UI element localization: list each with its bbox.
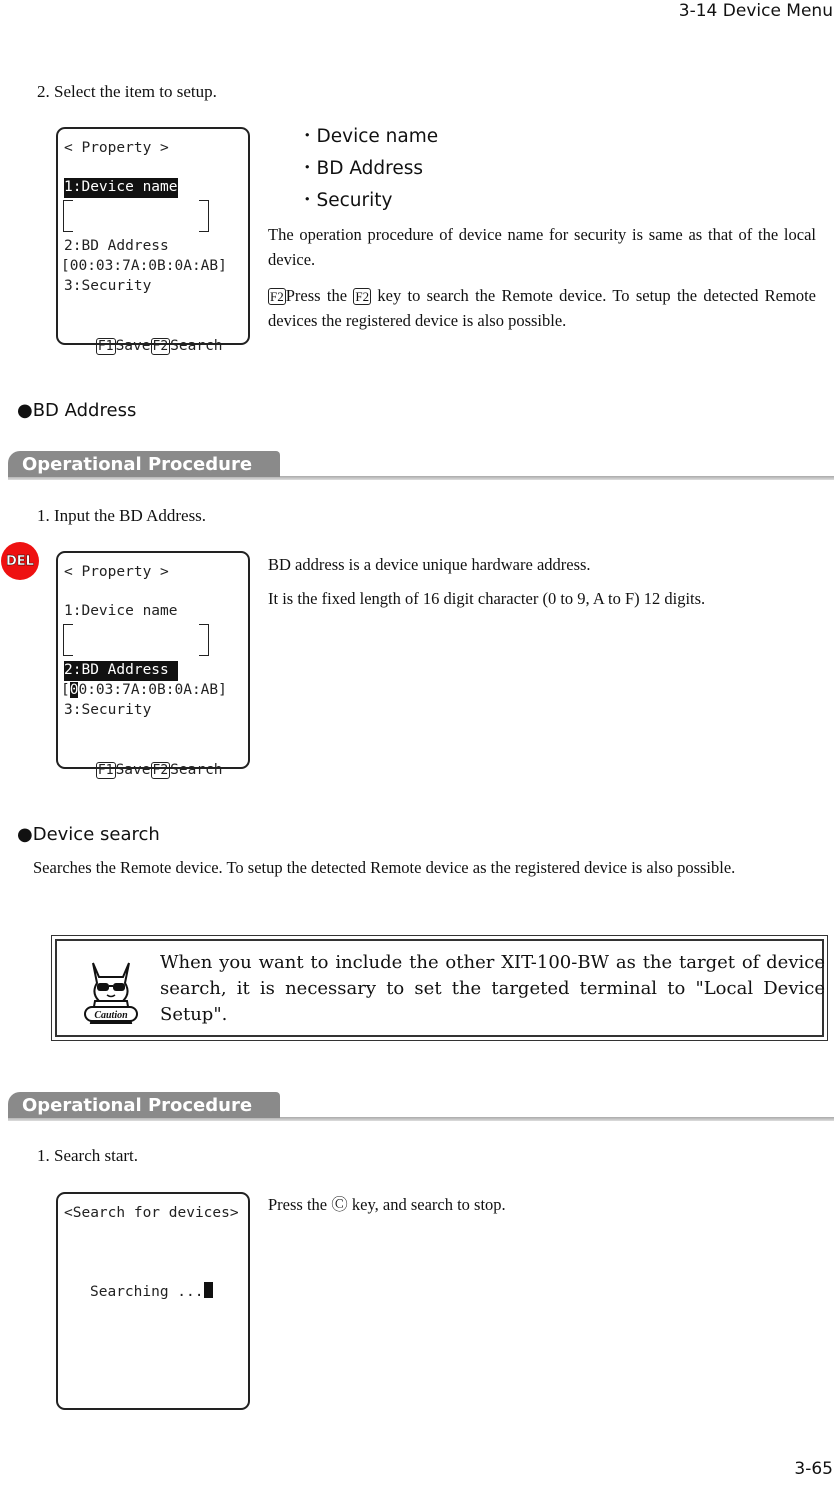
- function-key-bar: [61, 317, 223, 376]
- block-cursor: [204, 1282, 213, 1298]
- para-operation-procedure: The operation procedure of device name for security is same as that of the local device.: [268, 225, 816, 269]
- f2-key-icon[interactable]: F2: [152, 338, 169, 354]
- input-bracket-right: [199, 200, 209, 232]
- bd-address-value: [00:03:7A:0B:0A:AB]: [61, 258, 227, 274]
- screen-title: < Property >: [64, 564, 169, 580]
- para-f2-search: F2 Press the F2 key to search the Remote device. To setup the detected Remote devices the registered device is also possible.: [268, 286, 816, 330]
- c-key-icon: Ⓒ: [331, 1195, 348, 1214]
- f1-key-icon[interactable]: F1: [97, 762, 114, 778]
- save-label: Save: [115, 337, 151, 354]
- section-title-device-search: ●Device search: [17, 824, 160, 845]
- screen-title: <Search for devices>: [64, 1205, 239, 1221]
- operational-procedure-banner: [8, 451, 834, 481]
- search-stop-instruction: Press the Ⓒ key, and search to stop.: [268, 1195, 506, 1214]
- property-screen-1: [56, 127, 250, 354]
- operational-procedure-banner: [8, 1092, 834, 1122]
- list-item: ・Device name: [298, 126, 439, 147]
- device-search-description: Searches the Remote device. To setup the detected Remote device as the registered device is also possible.: [33, 858, 736, 877]
- bd-address-input[interactable]: [00:03:7A:0B:0A:AB]: [61, 682, 227, 698]
- menu-item-bd-address[interactable]: 2:BD Address: [64, 661, 178, 681]
- f1-key-icon[interactable]: F1: [97, 338, 114, 354]
- caution-text: When you want to include the other XIT-100-BW as the target of device search, it is necessary to set the targeted terminal to "Local Device Setup".: [160, 952, 825, 1025]
- input-bracket-left: [63, 624, 73, 656]
- text-cursor: 0: [69, 682, 79, 698]
- bd-address-description: BD address is a device unique hardware address.: [268, 555, 591, 574]
- f2-key-icon: F2: [270, 289, 284, 304]
- page-number: 3-65: [794, 1459, 833, 1479]
- menu-item-device-name[interactable]: 1:Device name: [64, 178, 178, 198]
- search-label: Search: [170, 337, 223, 354]
- menu-item-bd-address[interactable]: 2:BD Address: [64, 238, 169, 254]
- section-header: 3-14 Device Menu: [678, 1, 833, 21]
- search-screen: [56, 1192, 250, 1410]
- menu-item-device-name[interactable]: 1:Device name: [64, 603, 178, 619]
- property-screen-2: [56, 551, 250, 778]
- searching-status: Searching ...: [90, 1282, 213, 1303]
- item-list: [298, 121, 438, 217]
- f2-key-icon: F2: [355, 289, 370, 304]
- step-select-item: 2. Select the item to setup.: [37, 82, 217, 101]
- menu-item-security[interactable]: 3:Security: [64, 278, 152, 294]
- svg-text:Caution: Caution: [94, 1010, 128, 1021]
- step-input-bd-address: 1. Input the BD Address.: [37, 506, 207, 525]
- step-search-start: 1. Search start.: [37, 1146, 139, 1165]
- f2-key-icon[interactable]: F2: [152, 762, 169, 778]
- bd-address-format: It is the fixed length of 16 digit character (0 to 9, A to F) 12 digits.: [268, 589, 706, 608]
- section-title-bd-address: ●BD Address: [17, 400, 137, 421]
- del-key-icon: DEL: [1, 542, 39, 580]
- screen-title: < Property >: [64, 140, 169, 156]
- search-label: Search: [170, 761, 223, 778]
- banner-label: Operational Procedure: [8, 1092, 280, 1118]
- save-label: Save: [115, 761, 151, 778]
- function-key-bar: [61, 741, 223, 800]
- input-bracket-left: [63, 200, 73, 232]
- list-item: ・Security: [298, 190, 393, 211]
- banner-label: Operational Procedure: [8, 451, 280, 477]
- caution-mascot-icon: [79, 953, 143, 1027]
- caution-box: [51, 935, 828, 1041]
- list-item: ・BD Address: [298, 158, 423, 179]
- menu-item-security[interactable]: 3:Security: [64, 702, 152, 718]
- input-bracket-right: [199, 624, 209, 656]
